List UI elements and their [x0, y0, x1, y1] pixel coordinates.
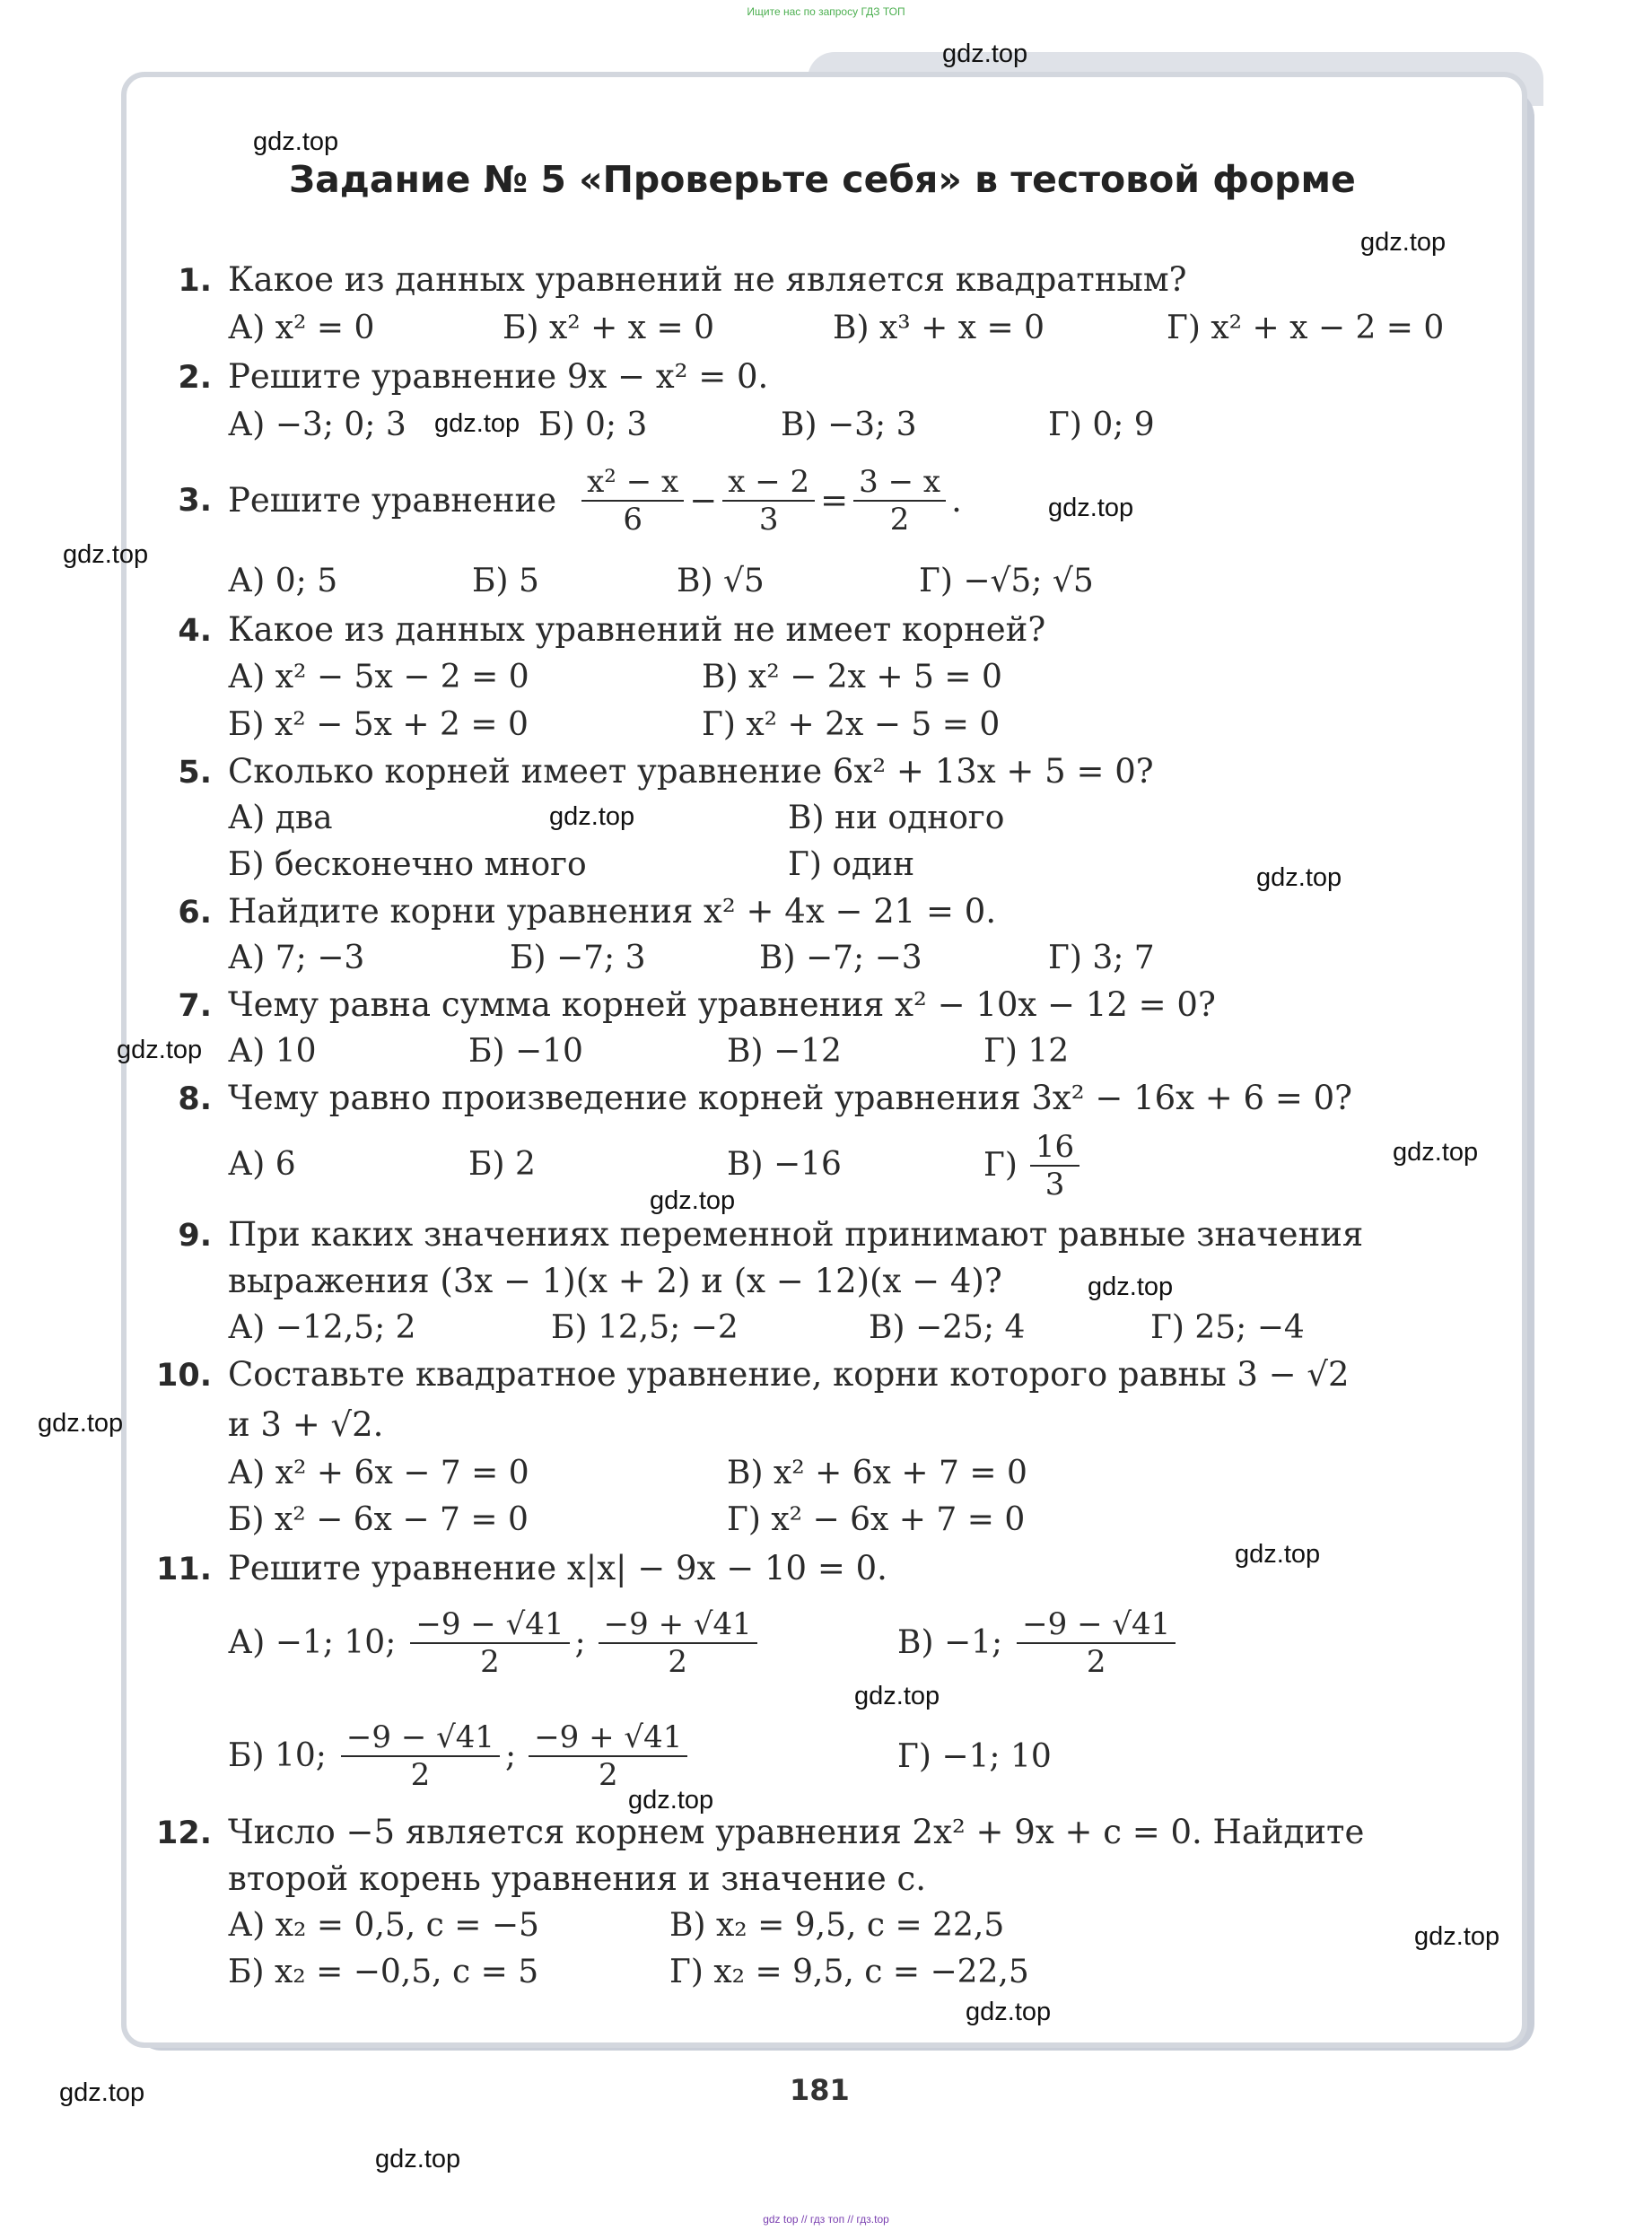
answer-a: А) −1; 10; $\frac{-9 - √41}{2}$ ; $\frac{-9 + √41}{2}$ [228, 1603, 763, 1684]
answer-g: Г) x² + x − 2 = 0 [1167, 310, 1445, 346]
page-title: Задание № 5 «Проверьте себя» в тестовой форме [289, 158, 1356, 201]
answer-g: Г) 12 [983, 1033, 1070, 1070]
watermark: gdz.top [253, 127, 339, 156]
question-12 [135, 1813, 1364, 1853]
answer-v: В) −25; 4 [869, 1309, 1026, 1346]
answer-v: В) x² − 2x + 5 = 0 [702, 659, 1002, 695]
watermark: gdz.top [1414, 1922, 1500, 1951]
answer-v: В) ни одного [788, 800, 1005, 836]
answer-fraction: $\frac{-9 + √41}{2}$ [599, 1606, 757, 1680]
question-number: 12. [155, 1815, 212, 1851]
answer-b: Б) 2 [468, 1146, 536, 1183]
answer-b: Б) 5 [472, 563, 539, 599]
page-number: 181 [790, 2073, 850, 2107]
answer-a: А) x² − 5x − 2 = 0 [228, 659, 529, 695]
fraction-3: $\frac{3 - x}{2}$ [853, 464, 946, 538]
fraction-2: $\frac{x - 2}{3}$ [722, 464, 815, 538]
question-text: Чему равно произведение корней уравнения 3x² − 16x + 6 = 0? [228, 1079, 1352, 1117]
question-number: 6. [178, 895, 212, 931]
question-1 [135, 260, 1187, 301]
question-text-continued: и 3 + √2. [228, 1405, 384, 1444]
question-10 [135, 1355, 1350, 1395]
question-11 [135, 1549, 887, 1589]
watermark: gdz.top [942, 39, 1028, 68]
answer-v: В) −3; 3 [781, 407, 917, 443]
answer-v: В) −7; −3 [759, 940, 922, 976]
answer-a: А) 0; 5 [228, 563, 338, 599]
question-text: Чему равна сумма корней уравнения x² − 10x − 12 = 0? [228, 985, 1216, 1024]
answer-b: Б) 0; 3 [538, 407, 648, 443]
watermark: gdz.top [59, 2078, 145, 2107]
watermark: gdz.top [63, 540, 149, 569]
answer-b: Б) −10 [468, 1033, 583, 1070]
answer-b: Б) бесконечно много [228, 846, 587, 883]
question-number: 9. [178, 1218, 212, 1254]
watermark: gdz.top [650, 1186, 736, 1215]
watermark: gdz.top [549, 802, 635, 831]
question-number: 5. [178, 755, 212, 791]
watermark: gdz.top [434, 409, 520, 438]
question-text-continued: выражения (3x − 1)(x + 2) и (x − 12)(x − 4)? [228, 1262, 1002, 1300]
question-9 [135, 1215, 1363, 1255]
fraction-1: $\frac{\text{x² − x}}{6}$ [581, 464, 684, 538]
watermark: gdz.top [966, 1998, 1052, 2026]
answer-a: А) 7; −3 [228, 940, 365, 976]
equation: $\frac{\text{x² − x}}{6}$ − $\frac{x - 2}{3}$ = $\frac{3 - x}{2}$ . [576, 460, 962, 541]
answer-a: А) x² = 0 [228, 310, 375, 346]
bottom-note: gdz top // гдз топ // гдз.top [763, 2213, 889, 2226]
question-text: Решите уравнение [228, 481, 557, 520]
answer-b: Б) −7; 3 [510, 940, 646, 976]
question-text: Составьте квадратное уравнение, корни которого равны 3 − √2 [228, 1355, 1350, 1394]
answer-fraction: $\frac{-9 - √41}{2}$ [341, 1719, 500, 1793]
answer-b: Б) x² − 6x − 7 = 0 [228, 1501, 529, 1538]
question-number: 10. [155, 1358, 212, 1394]
watermark: gdz.top [375, 2145, 461, 2173]
watermark: gdz.top [38, 1409, 124, 1438]
question-6 [135, 892, 996, 932]
answer-v: В) −1; $\frac{-9 - √41}{2}$ [897, 1603, 1181, 1684]
answer-a: А) x² + 6x − 7 = 0 [228, 1455, 529, 1491]
answer-b: Б) x₂ = −0,5, c = 5 [228, 1954, 539, 1990]
answer-v: В) x₂ = 9,5, c = 22,5 [669, 1907, 1005, 1944]
answer-g: Г) x² + 2x − 5 = 0 [702, 706, 1001, 743]
answer-a: А) два [228, 800, 333, 836]
answer-v: В) −12 [727, 1033, 842, 1070]
watermark: gdz.top [1360, 228, 1447, 257]
answer-g: Г) x₂ = 9,5, c = −22,5 [669, 1954, 1029, 1990]
question-text: Решите уравнение x|x| − 9x − 10 = 0. [228, 1549, 887, 1587]
question-number: 2. [178, 360, 212, 396]
answer-v: В) −16 [727, 1146, 842, 1183]
answer-a: А) 10 [228, 1033, 317, 1070]
answer-v: В) √5 [677, 563, 765, 599]
answer-g: Г) $\frac{16}{3}$ [983, 1125, 1085, 1206]
answer-fraction: $\frac{16}{3}$ [1030, 1129, 1079, 1203]
watermark: gdz.top [854, 1682, 940, 1710]
watermark: gdz.top [1393, 1138, 1479, 1167]
answer-b: Б) x² + x = 0 [503, 310, 714, 346]
question-4 [135, 610, 1045, 651]
question-3 [135, 460, 962, 541]
question-text: Найдите корни уравнения x² + 4x − 21 = 0. [228, 892, 997, 931]
question-text: Число −5 является корнем уравнения 2x² + 9x + c = 0. Найдите [228, 1813, 1365, 1851]
question-text: Сколько корней имеет уравнение 6x² + 13x + 5 = 0? [228, 752, 1154, 791]
question-number: 8. [178, 1081, 212, 1117]
question-text: При каких значениях переменной принимают равные значения [228, 1215, 1364, 1254]
question-number: 11. [155, 1552, 212, 1587]
answer-a: А) x₂ = 0,5, c = −5 [228, 1907, 539, 1944]
answer-g: Г) 3; 7 [1048, 940, 1155, 976]
answer-a: А) 6 [228, 1146, 296, 1183]
answer-fraction: $\frac{-9 - √41}{2}$ [410, 1606, 569, 1680]
question-text-continued: второй корень уравнения и значение c. [228, 1859, 926, 1898]
question-number: 4. [178, 613, 212, 649]
answer-a: А) −3; 0; 3 [228, 407, 406, 443]
answer-g: Г) x² − 6x + 7 = 0 [727, 1501, 1026, 1538]
question-text: Какое из данных уравнений не является квадратным? [228, 260, 1187, 299]
question-7 [135, 985, 1216, 1026]
answer-g: Г) −1; 10 [897, 1738, 1052, 1775]
question-number: 7. [178, 988, 212, 1024]
answer-b: Б) 12,5; −2 [551, 1309, 739, 1346]
answer-g: Г) 0; 9 [1048, 407, 1155, 443]
question-number: 1. [178, 263, 212, 299]
top-note: Ищите нас по запросу ГДЗ ТОП [747, 5, 905, 18]
question-number: 3. [178, 483, 212, 519]
question-5 [135, 752, 1154, 792]
question-text: Какое из данных уравнений не имеет корней? [228, 610, 1046, 649]
watermark: gdz.top [628, 1786, 714, 1815]
watermark: gdz.top [1048, 494, 1134, 522]
question-2 [135, 357, 768, 398]
answer-g: Г) 25; −4 [1150, 1309, 1305, 1346]
answer-v: В) x² + 6x + 7 = 0 [727, 1455, 1027, 1491]
answer-g: Г) один [788, 846, 915, 883]
question-text: Решите уравнение 9x − x² = 0. [228, 357, 769, 396]
watermark: gdz.top [1088, 1273, 1174, 1301]
answer-a: А) −12,5; 2 [228, 1309, 416, 1346]
watermark: gdz.top [117, 1036, 203, 1064]
answer-b: Б) x² − 5x + 2 = 0 [228, 706, 529, 743]
watermark: gdz.top [1256, 863, 1342, 892]
watermark: gdz.top [1235, 1540, 1321, 1569]
answer-g: Г) −√5; √5 [919, 563, 1094, 599]
answer-fraction: $\frac{-9 + √41}{2}$ [529, 1719, 687, 1793]
answer-v: В) x³ + x = 0 [833, 310, 1045, 346]
answer-fraction: $\frac{-9 - √41}{2}$ [1017, 1606, 1176, 1680]
question-8 [135, 1079, 1352, 1119]
answer-b: Б) 10; $\frac{-9 - √41}{2}$ ; $\frac{-9 + √41}{2}$ [228, 1716, 693, 1797]
